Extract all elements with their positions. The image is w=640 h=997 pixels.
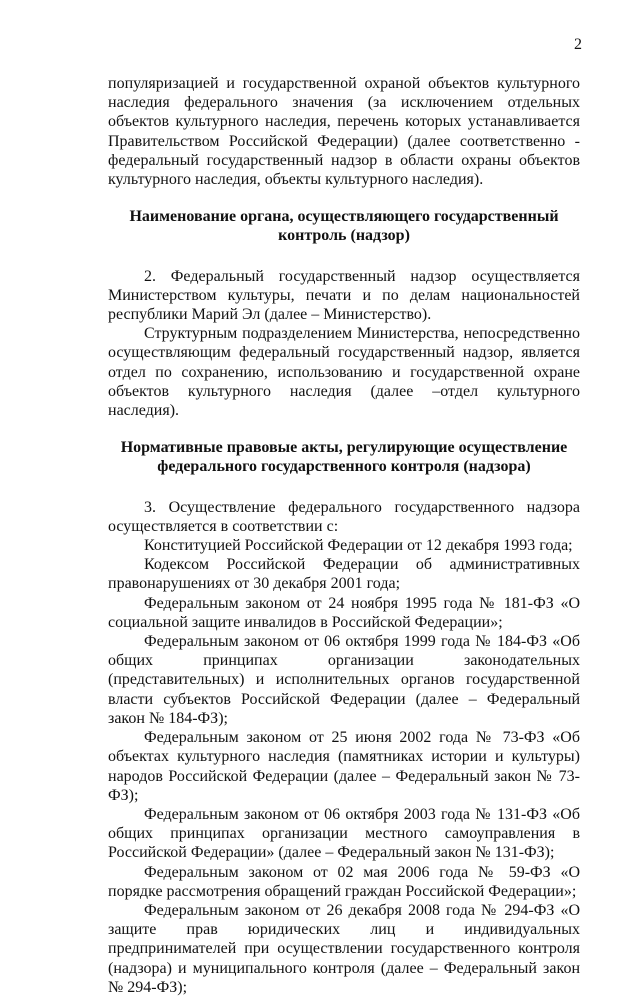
legal-act-73fz: Федеральным законом от 25 июня 2002 года № 73-ФЗ «Об объектах культурного наследия (памятниках истории и культуры) народов Российской Федерации (далее – Федеральный закон № 73-ФЗ); (108, 729, 580, 804)
legal-act-184fz: Федеральным законом от 06 октября 1999 года № 184-ФЗ «Об общих принципах организации законодательных (представительных) и исполнительных органов государственной власти субъектов Российской Федерации (далее – Федеральный закон № 184-ФЗ); (108, 633, 580, 727)
legal-act-constitution: Конституцией Российской Федерации от 12 декабря 1993 года; (144, 537, 573, 555)
intro-paragraph: популяризацией и государственной охраной объектов культурного наследия федерального значения (за исключением отдельных объектов культурного наследия, перечень которых устанавливается Правительством Российской Федерации) (далее соответственно - федеральный государственный надзор в области охраны объектов культурного наследия, объекты культурного наследия). (108, 75, 580, 189)
paragraph-3: 3. Осуществление федерального государственного надзора осуществляется в соответствии с: (108, 498, 580, 535)
legal-act-59fz: Федеральным законом от 02 мая 2006 года № 59-ФЗ «О порядке рассмотрения обращений граждан Российской Федерации»; (108, 863, 580, 900)
legal-act-181fz: Федеральным законом от 24 ноября 1995 года № 181-ФЗ «О социальной защите инвалидов в Российской Федерации»; (108, 594, 580, 631)
legal-act-131fz: Федеральным законом от 06 октября 2003 года № 131-ФЗ «Об общих принципах организации местного самоуправления в Российской Федерации» (далее – Федеральный закон № 131-ФЗ); (108, 805, 580, 862)
legal-act-294fz: Федеральным законом от 26 декабря 2008 года № 294-ФЗ «О защите прав юридических лиц и индивидуальных предпринимателей при осуществлении государственного контроля (надзора) и муниципального контроля (далее – Федеральный закон № 294-ФЗ); (108, 901, 580, 996)
paragraph-structural-unit: Структурным подразделением Министерства, непосредственно осуществляющим федеральный государственный надзор, является отдел по сохранению, использованию и государственной охране объектов культурного наследия (далее –отдел культурного наследия). (108, 325, 580, 420)
paragraph-2: 2. Федеральный государственный надзор осуществляется Министерством культуры, печати и по делам национальностей республики Марий Эл (далее – Министерство). (108, 267, 580, 324)
page-number: 2 (574, 36, 582, 53)
legal-act-admin-code: Кодексом Российской Федерации об административных правонарушениях от 30 декабря 2001 года; (108, 556, 580, 593)
section-heading-authority: Наименование органа, осуществляющего государственный контроль (надзор) (129, 208, 559, 245)
section-heading-legal-acts: Нормативные правовые акты, регулирующие осуществление федерального государственного контроля (надзора) (120, 439, 568, 476)
document-body (108, 74, 580, 997)
